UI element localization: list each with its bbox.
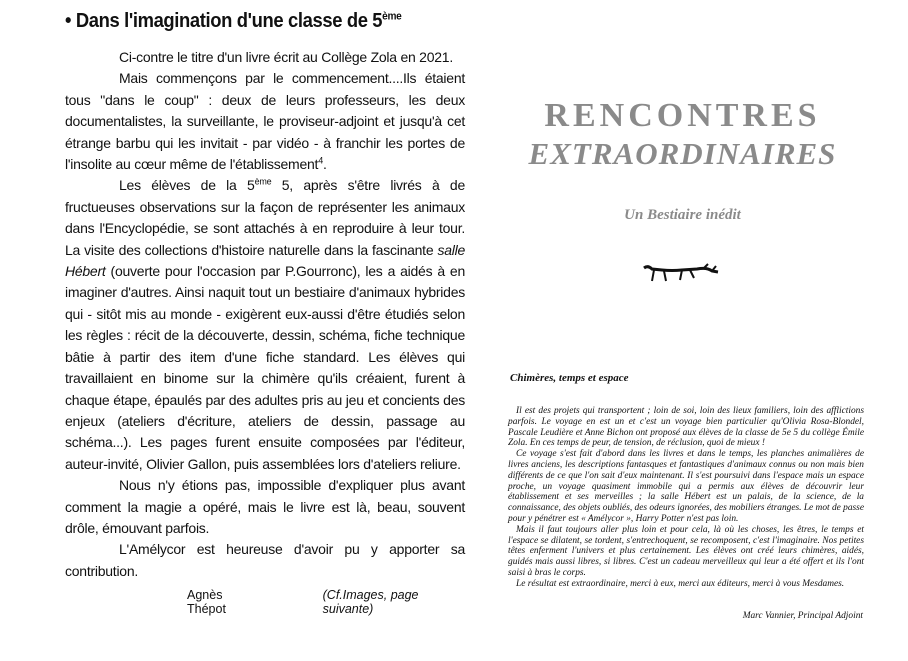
caption: (Cf.Images, page suivante) <box>322 588 419 617</box>
book-subtitle: Un Bestiaire inédit <box>624 207 741 223</box>
creature-drawing-icon <box>642 262 722 284</box>
section-title: Chimères, temps et espace <box>510 372 629 384</box>
paragraph-text: 5, après s'être livrés à de fructueuses observations sur la façon de représenter les animaux dans l'Encyclopédie, se sont attachés à en reproduire à leur tour. La visite des collections d'histoire naturelle dans la fascinante <box>65 177 465 258</box>
paragraph: L'Amélycor est heureuse d'avoir pu y apporter sa contribution. <box>65 541 465 579</box>
signature-line <box>65 588 465 616</box>
paragraph: Le résultat est extraordinaire, merci à eux, merci aux éditeurs, merci à vous Mesdames. <box>516 578 845 589</box>
author: Agnès Thépot <box>187 588 226 617</box>
paragraph: Ci-contre le titre d'un livre écrit au Collège Zola en 2021. <box>119 49 453 65</box>
paragraph: Mais commençons par le commencement....Ils étaient tous "dans le coup" : deux de leurs professeurs, les deux documentalistes, la surveillante, le proviseur-adjoint et jusqu'à cet étrange barbu qui les invitait - par vidéo - à franchir les portes de l'insolite au cœur même de l'établissement$^4$. <box>65 70 465 173</box>
footnote-ref: 4 <box>318 155 323 166</box>
paragraph: Mais il faut toujours aller plus loin et pour cela, là où les choses, les êtres, le temps et l'espace se dilatent, se tordent, s'entrechoquent, se recomposent, c'est l'imaginaire. Nos petites têtes enferment l'univers et plus certainement. Les élèves ont créé leurs chimères, aidés, guidés mais aussi libres, si libres. C'est un cadeau merveilleux qui leur a été offert et ils l'ont saisi à bras le corps. <box>508 524 864 578</box>
heading-superscript: ème <box>382 10 402 23</box>
superscript: ème <box>254 176 272 187</box>
paragraph: Il est des projets qui transportent ; loin de soi, loin des lieux familiers, loin des afflictions parfois. Le voyage en est un et c'est un voyage bien particulier qu'Olivia Rosa-Blondel, Pascale Leudière et Anne Bichon ont proposé aux élèves de la classe de 5e 5 du collège Émile Zola. En ces temps de peur, de tension, de réclusion, quoi de mieux ! <box>508 406 864 449</box>
article-column <box>65 10 465 616</box>
paragraph-text: Les élèves de la 5 <box>119 177 255 194</box>
book-title-line2: EXTRAORDINAIRES <box>528 136 837 171</box>
paragraph <box>65 175 465 475</box>
book-title-line1: RENCONTRES <box>544 97 821 134</box>
paragraph: Nous n'y étions pas, impossible d'expliquer plus avant comment la magie a opéré, mais le livre est là, beau, souvent drôle, émouvant parfois. <box>65 477 465 536</box>
preface-signature: Marc Vannier, Principal Adjoint <box>742 611 863 621</box>
heading-text: • Dans l'imagination d'une classe de 5 <box>65 10 383 32</box>
paragraph-text: Mais commençons par le commencement....Ils étaient tous "dans le coup" : deux de leurs professeurs, les deux documentalistes, la surveillante, le proviseur-adjoint et jusqu'à cet étrange barbu qui les invitait - par vidéo - à franchir les portes de l'insolite au cœur même de l'établissement <box>65 70 465 173</box>
section-heading <box>65 10 433 33</box>
article-body <box>65 47 465 582</box>
preface-text <box>508 406 864 590</box>
italic-text: salle Hébert <box>65 241 465 280</box>
paragraph-text: (ouverte pour l'occasion par P.Gourronc), les a aidés à en imaginer d'autres. Ainsi naquit tout un bestiaire d'animaux hybrides qui - sitôt mis au monde - exigèrent eux-aussi d'être étudiés selon les règles : récit de la découverte, dessin, schéma, fiche technique bâtie à partir des item d'une fiche standard. Les élèves qui travaillaient en binome sur la chimère qu'ils créaient, furent à chaque étape, épaulés par des adultes pris au jeu et concients des enjeux (ateliers d'écriture, ateliers de dessin, passage au schéma...). Les pages furent ensuite composées par l'éditeur, auteur-invité, Olivier Gallon, puis assemblées lors d'ateliers reliure. <box>65 263 465 472</box>
paragraph: Ce voyage s'est fait d'abord dans les livres et dans le temps, les planches animalières de livres anciens, les descriptions fantasques et fantastiques d'animaux connus ou non mais bien différents de ce que l'on sait d'eux maintenant. Il s'est poursuivi dans l'espace mais un espace proche, un voyage quasiment immobile qui a permis aux élèves de découvrir leur établissement et ses merveilles ; la salle Hébert est un palais, de la science, de la connaissance, des objets oubliés, des odeurs ignorées, des mobiliers étranges. Le mot de passe pour y pénétrer est « Amélycor », Harry Potter n'est pas loin. <box>508 449 864 524</box>
